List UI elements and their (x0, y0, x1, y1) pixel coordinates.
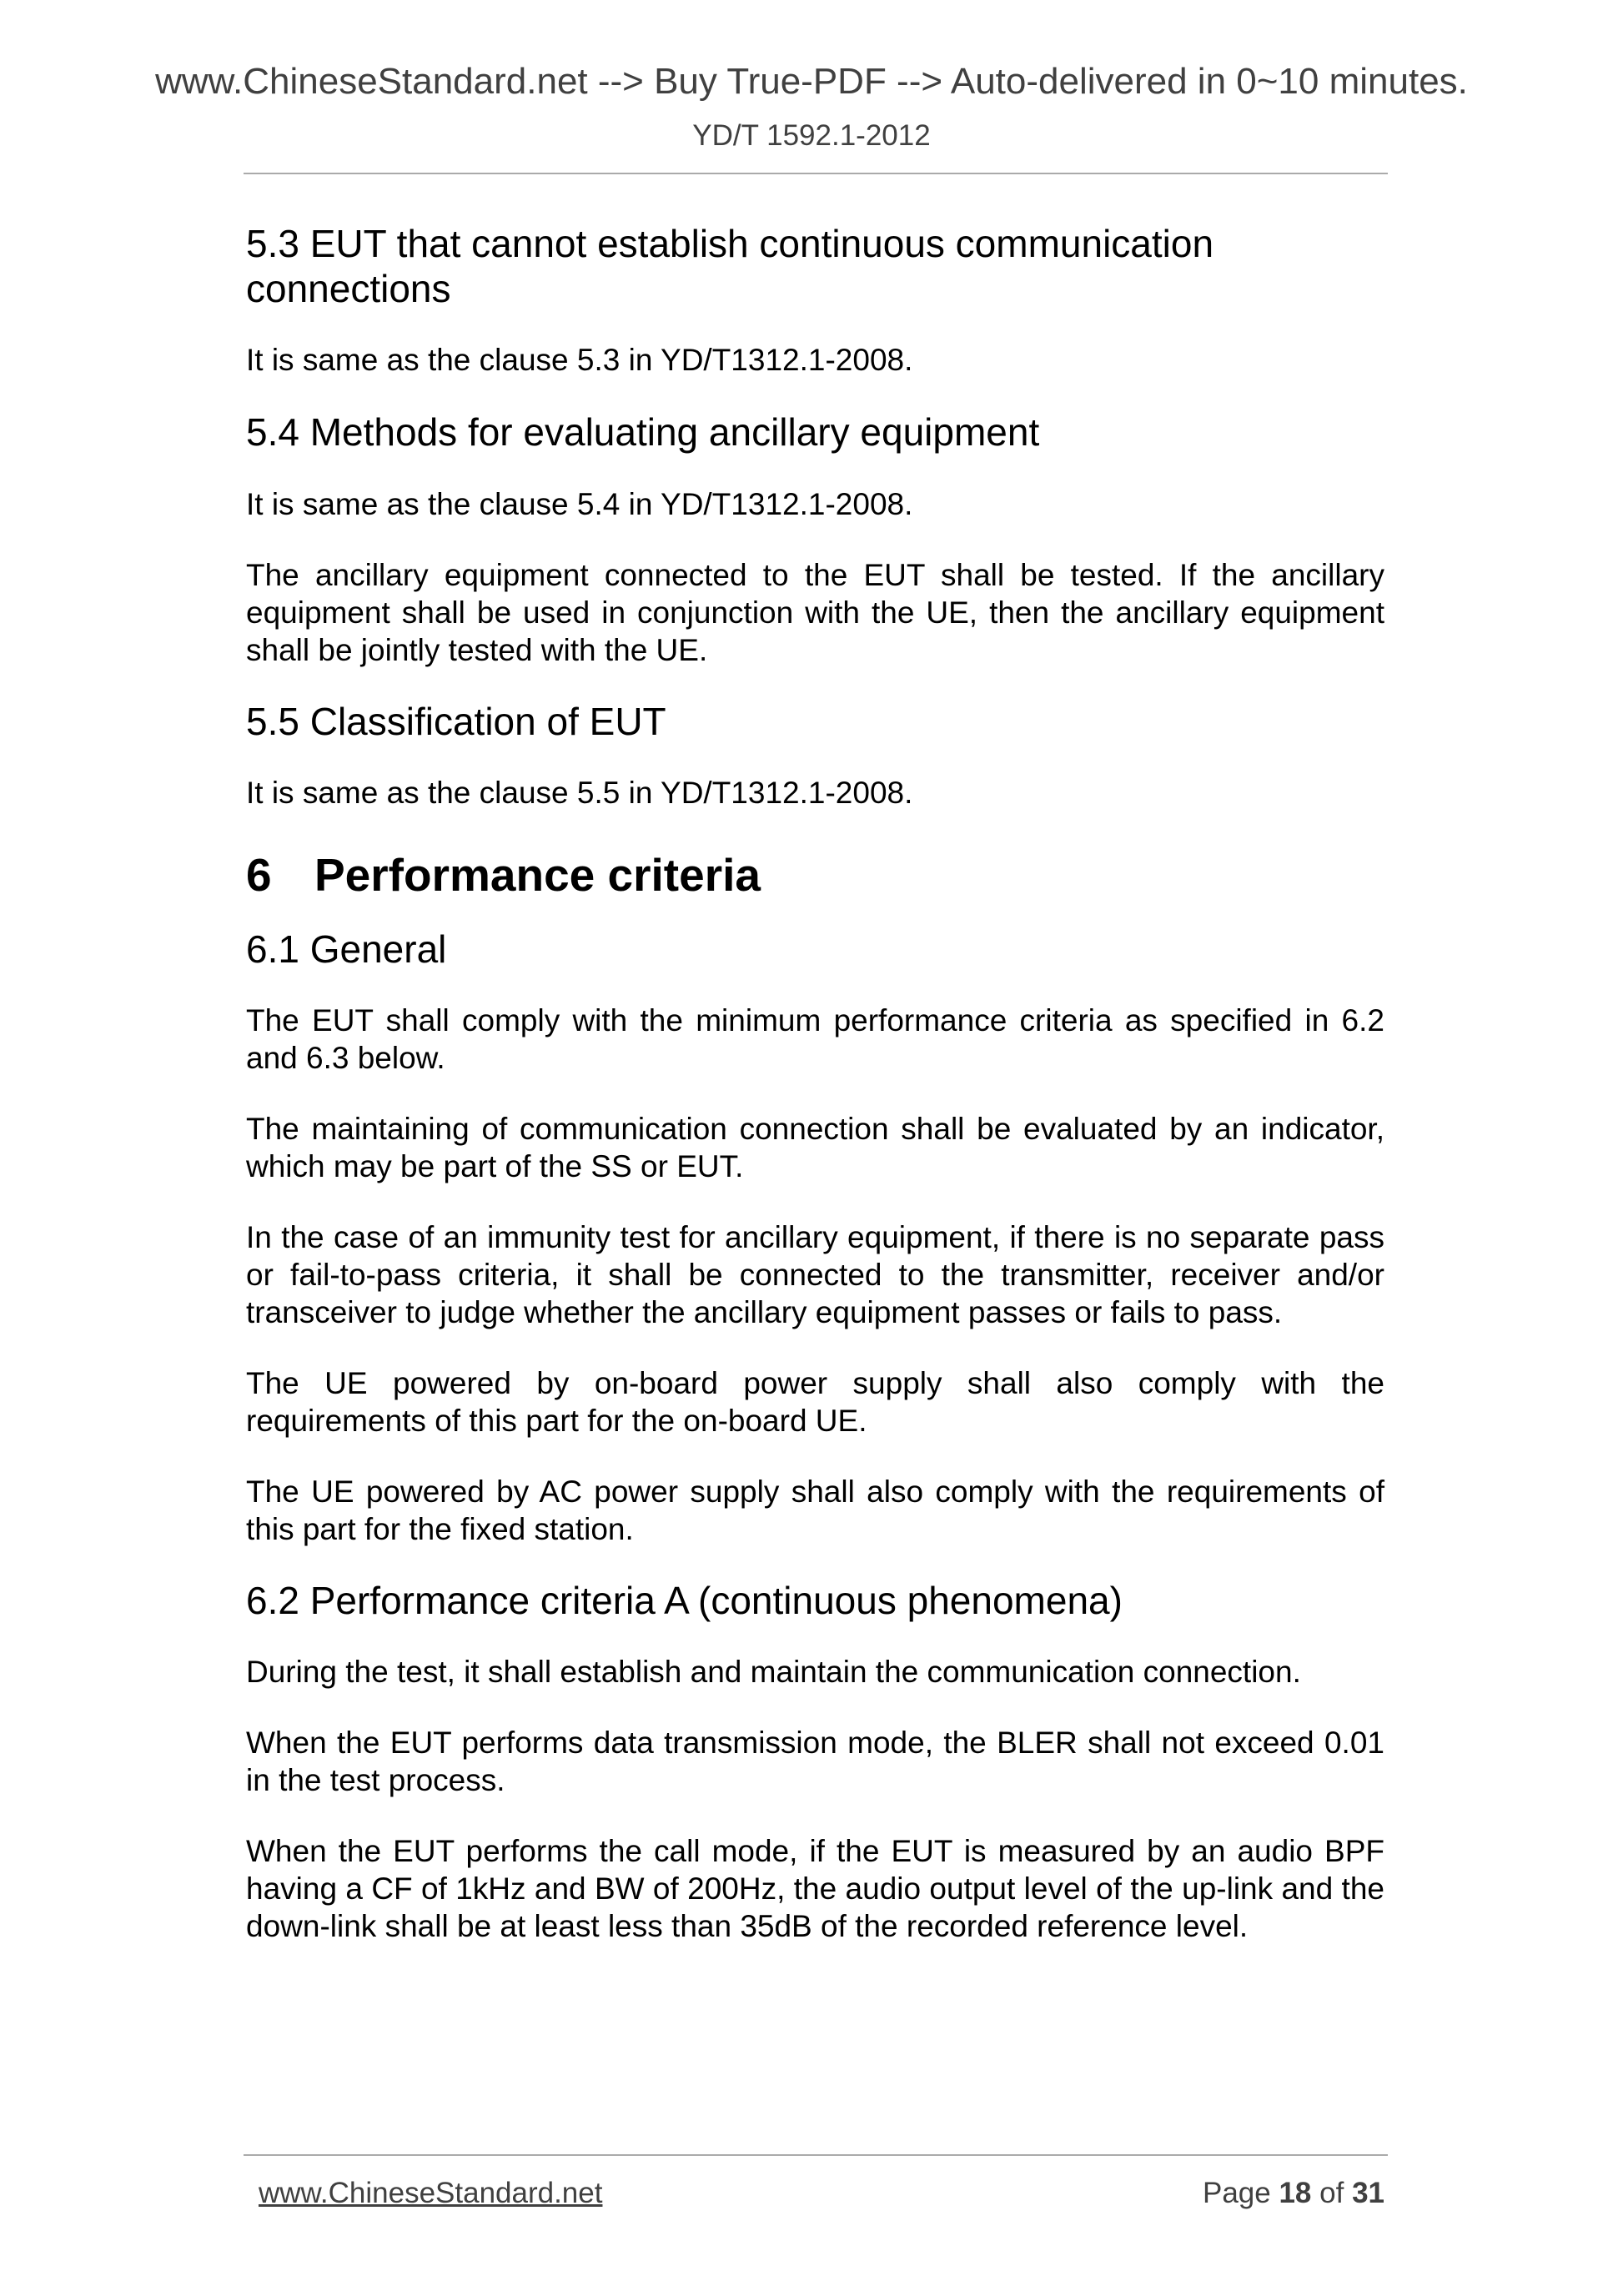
paragraph-6-2-3: When the EUT performs the call mode, if the EUT is measured by an audio BPF having a CF of 1kHz and BW of 200Hz, the audio output level of the up-link and the down-link shall be at least less than 35dB of the recorded reference level. (246, 1834, 1384, 1943)
heading-6-number: 6 (246, 849, 272, 901)
heading-6-1: 6.1 General (246, 927, 447, 971)
heading-6 (246, 848, 1384, 902)
paragraph-5-3-1: It is same as the clause 5.3 in YD/T1312.1-2008. (246, 343, 913, 377)
paragraph-6-1-3: In the case of an immunity test for ancillary equipment, if there is no separate pass or fail-to-pass criteria, it shall be connected to the transmitter, receiver and/or transceiver to judge whether the ancillary equipment passes or fails to pass. (246, 1220, 1384, 1329)
heading-5-3-continued: connections (246, 267, 451, 310)
document-code: YD/T 1592.1-2012 (692, 119, 931, 152)
heading-6-2: 6.2 Performance criteria A (continuous phenomena) (246, 1579, 1123, 1622)
paragraph-6-1-2: The maintaining of communication connection shall be evaluated by an indicator, which may be part of the SS or EUT. (246, 1112, 1384, 1183)
paragraph-5-4-1: It is same as the clause 5.4 in YD/T1312.1-2008. (246, 487, 913, 521)
page-total: 31 (1352, 2177, 1384, 2209)
paragraph-6-2-2: When the EUT performs data transmission mode, the BLER shall not exceed 0.01 in the test process. (246, 1726, 1384, 1797)
heading-5-3: 5.3 EUT that cannot establish continuous communication (246, 222, 1214, 265)
heading-5-4: 5.4 Methods for evaluating ancillary equipment (246, 410, 1040, 454)
paragraph-6-1-1: The EUT shall comply with the minimum performance criteria as specified in 6.2 and 6.3 below. (246, 1003, 1384, 1075)
page-label: Page (1202, 2177, 1271, 2209)
paragraph-6-2-1: During the test, it shall establish and maintain the communication connection. (246, 1655, 1301, 1689)
page-content (246, 221, 1384, 1945)
heading-5-5: 5.5 Classification of EUT (246, 700, 666, 743)
footer-divider (244, 2154, 1388, 2156)
heading-6-title: Performance criteria (314, 849, 761, 901)
paragraph-6-1-5: The UE powered by AC power supply shall also comply with the requirements of this part for the fixed station. (246, 1475, 1384, 1546)
header-divider (244, 173, 1388, 174)
paragraph-6-1-4: The UE powered by on-board power supply shall also comply with the requirements of this part for the on-board UE. (246, 1366, 1384, 1438)
paragraph-5-5-1: It is same as the clause 5.5 in YD/T1312.1-2008. (246, 776, 913, 810)
page-number (1203, 2178, 1384, 2208)
footer-website-link[interactable]: www.ChineseStandard.net (259, 2177, 603, 2209)
paragraph-5-4-2: The ancillary equipment connected to the EUT shall be tested. If the ancillary equipment shall be used in conjunction with the UE, then the ancillary equipment shall be jointly tested with the UE. (246, 558, 1384, 667)
top-banner: www.ChineseStandard.net --> Buy True-PDF --> Auto-delivered in 0~10 minutes. (155, 61, 1468, 102)
page-of: of (1319, 2177, 1344, 2209)
page-current: 18 (1279, 2177, 1312, 2209)
